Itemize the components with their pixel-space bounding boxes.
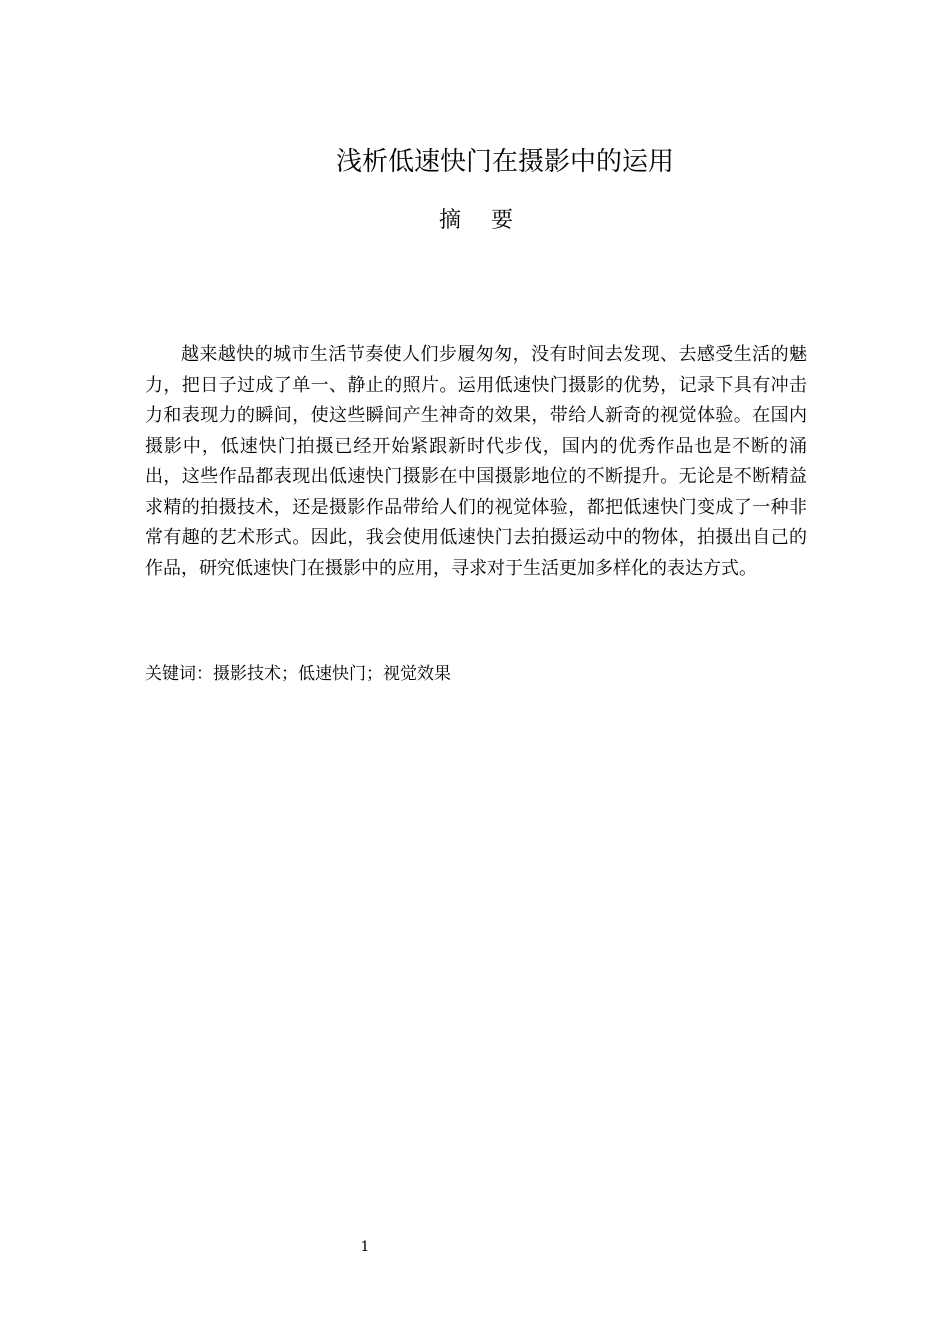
- document-title: 浅析低速快门在摄影中的运用: [335, 147, 674, 177]
- abstract-body: 越来越快的城市生活节奏使人们步履匆匆，没有时间去发现、去感受生活的魅力，把日子过成了单一、静止的照片。运用低速快门摄影的优势，记录下具有冲击力和表现力的瞬间，使这些瞬间产生神奇的效果，带给人新奇的视觉体验。在国内摄影中，低速快门拍摄已经开始紧跟新时代步伐，国内的优秀作品也是不断的涌出，这些作品都表现出低速快门摄影在中国摄影地位的不断提升。无论是不断精益求精的拍摄技术，还是摄影作品带给人们的视觉体验，都把低速快门变成了一种非常有趣的艺术形式。因此，我会使用低速快门去拍摄运动中的物体，拍摄出自己的作品，研究低速快门在摄影中的应用，寻求对于生活更加多样化的表达方式。: [145, 344, 807, 579]
- keywords-line: 关键词：摄影技术；低速快门；视觉效果: [145, 664, 451, 684]
- abstract-heading: 摘要: [438, 208, 543, 233]
- page-number: 1: [360, 1239, 370, 1255]
